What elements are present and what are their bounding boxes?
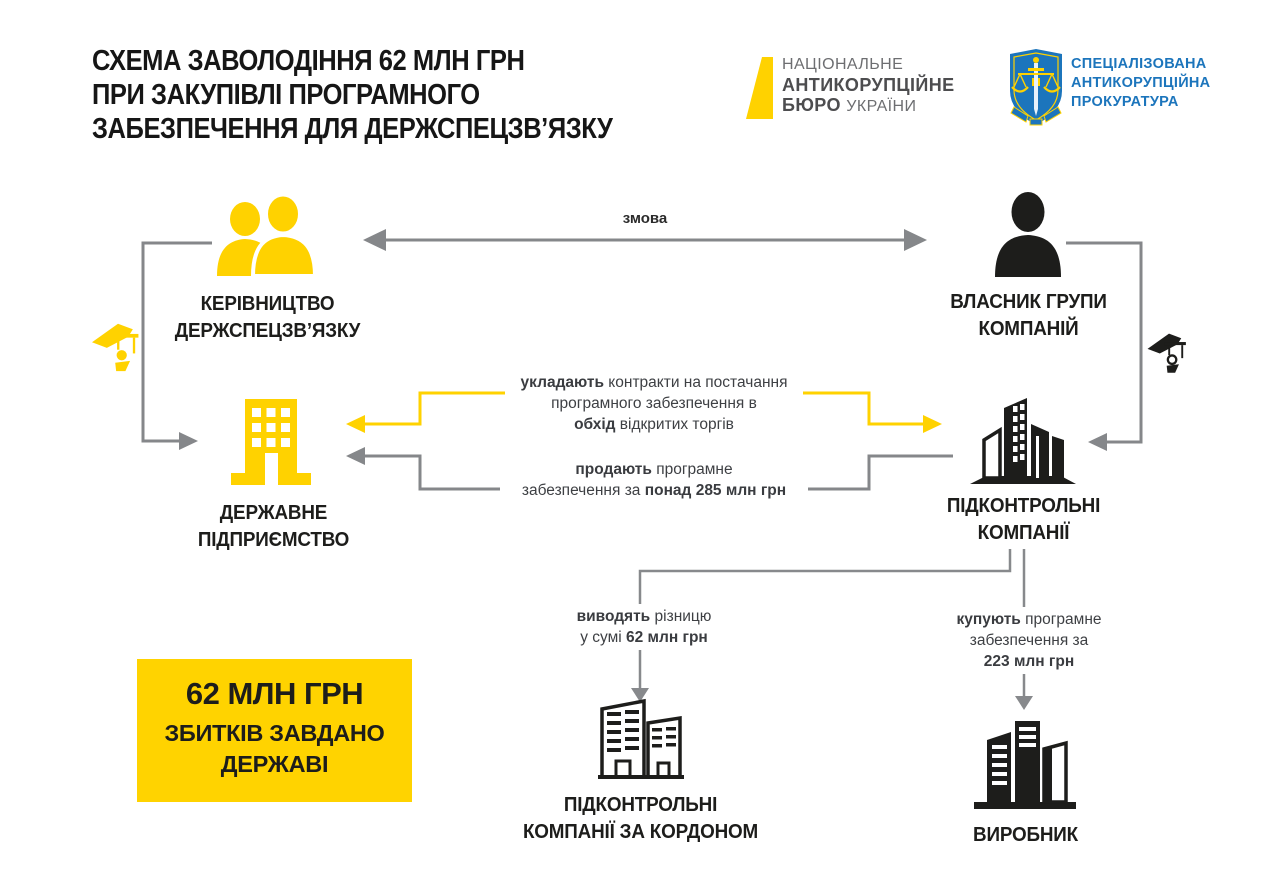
sap-logo [1008,47,1064,135]
sap-logo-text [1071,55,1210,112]
title-line: ПРИ ЗАКУПІВЛІ ПРОГРАМНОГО [92,79,480,111]
node-label-offshore-companies: ПІДКОНТРОЛЬНІ КОМПАНІЇ ЗА КОРДОНОМ [522,793,759,843]
government-building-icon [224,395,318,487]
node-label-owner: ВЛАСНИК ГРУПИ КОМПАНІЙ [950,290,1107,340]
outline-buildings-icon [588,697,692,787]
sap-shield-icon [1008,47,1064,135]
edge-note-buy: купують програмне забезпечення за 223 млн грн [930,607,1128,674]
arrowhead-left-icon [1088,433,1107,451]
node-manufacturer [971,713,1079,811]
node-owner [991,191,1065,277]
nabu-line2: АНТИКОРУПЦІЙНЕ [782,75,955,95]
edge-note-contract: укладають контракти на постачання програмного забезпечення в обхід відкритих торгів [505,370,803,437]
arrowhead-right-icon [904,229,927,251]
edge-note-withdraw: виводять різницю у сумі 62 млн грн [545,604,743,650]
edge-note-sell: продають програмне забезпечення за понад 285 млн грн [500,457,808,503]
sap-line1: СПЕЦІАЛІЗОВАНА [1071,56,1207,72]
nabu-line3-bold: БЮРО [782,95,847,115]
collusion-label: змова [622,210,668,227]
person-icon [991,191,1065,277]
node-controlled-companies [966,392,1080,486]
factory-buildings-icon [971,713,1079,811]
nabu-line1: НАЦІОНАЛЬНЕ [782,56,904,73]
arrowhead-right-icon [179,432,198,450]
arrowhead-left-icon [363,229,386,251]
arrowhead-left-icon [346,415,365,433]
city-buildings-icon [966,392,1080,486]
nabu-line3-rest: УКРАЇНИ [846,98,917,115]
title-line: ЗАБЕЗПЕЧЕННЯ ДЛЯ ДЕРЖСПЕЦЗВ’ЯЗКУ [92,113,613,145]
page-title [92,44,613,146]
title-line: СХЕМА ЗАВОЛОДІННЯ 62 МЛН ГРН [92,45,525,77]
node-label-controlled-companies: ПІДКОНТРОЛЬНІ КОМПАНІЇ [946,494,1101,544]
sap-line2: АНТИКОРУПЦІЙНА [1071,75,1211,91]
sap-line3: ПРОКУРАТУРА [1071,94,1179,110]
node-label-manufacturer: ВИРОБНИК [973,823,1078,846]
node-leadership [207,192,327,276]
losses-callout: 62 МЛН ГРН ЗБИТКІВ ЗАВДАНО ДЕРЖАВІ [137,659,412,802]
node-label-leadership: КЕРІВНИЦТВО ДЕРЖСПЕЦЗВ’ЯЗКУ [174,292,361,342]
arrowhead-down-icon [1015,696,1033,710]
nabu-yellow-wedge-icon [746,57,773,119]
nabu-logo [746,57,773,119]
puppeteer-hand-icon [1146,328,1192,376]
node-state-enterprise [224,395,318,487]
nabu-logo-text [782,55,955,117]
node-label-state-enterprise: ДЕРЖАВНЕ ПІДПРИЄМСТВО [197,501,350,551]
arrowhead-right-icon [923,415,942,433]
arrowhead-left-icon [346,447,365,465]
two-people-icon [207,192,327,276]
puppeteer-hand-icon [90,320,146,372]
node-offshore-companies [588,697,692,787]
